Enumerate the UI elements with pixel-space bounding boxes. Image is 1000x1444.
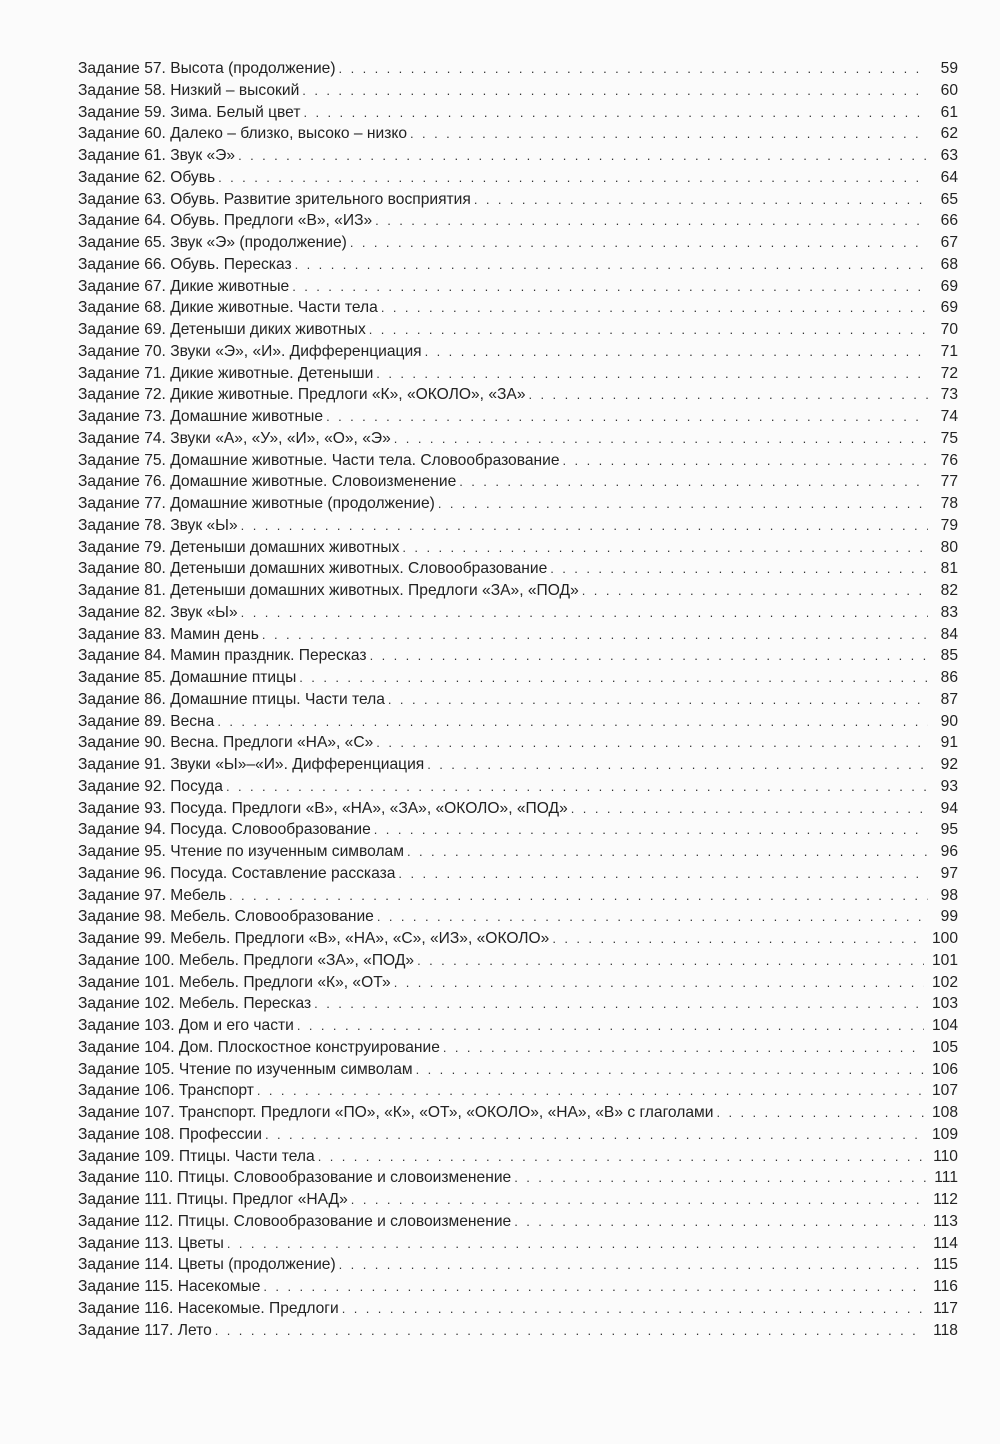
toc-entry-page: 63: [940, 147, 958, 164]
dot-leader: [529, 384, 929, 406]
toc-entry-page: 106: [931, 1060, 958, 1078]
dot-leader: [257, 1080, 924, 1102]
toc-entry-page: 71: [940, 342, 958, 360]
toc-entry: [78, 798, 958, 820]
dot-leader: [326, 406, 928, 428]
toc-entry-title: Задание 78. Звук «Ы»: [78, 516, 238, 534]
toc-entry-title: Задание 93. Посуда. Предлоги «В», «НА», «ЗА», «ОКОЛО», «ПОД»: [78, 799, 568, 817]
toc-entry-title: Задание 100. Мебель. Предлоги «ЗА», «ПОД»: [78, 951, 415, 969]
dot-leader: [369, 319, 928, 341]
toc-entry-page: 83: [940, 603, 958, 621]
toc-entry-title: Задание 117. Лето: [78, 1321, 212, 1339]
toc-entry-title: Задание 110. Птицы. Словообразование и словоизменение: [78, 1169, 512, 1187]
toc-entry-title: Задание 106. Транспорт: [78, 1082, 254, 1100]
toc-entry: [78, 689, 958, 711]
toc-entry-title: Задание 92. Посуда: [78, 777, 223, 795]
toc-entry: [78, 297, 958, 319]
toc-entry: [78, 123, 958, 145]
toc-entry: [78, 493, 958, 515]
toc-entry: [78, 1102, 958, 1124]
toc-entry-page: 59: [940, 60, 958, 77]
dot-leader: [238, 145, 928, 167]
toc-entry-title: Задание 58. Низкий – высокий: [78, 81, 300, 99]
dot-leader: [427, 754, 928, 776]
toc-entry: [78, 711, 958, 733]
toc-entry-page: 80: [940, 538, 958, 556]
toc-entry-page: 90: [940, 712, 958, 730]
toc-entry: [78, 819, 958, 841]
toc-entry-page: 102: [931, 973, 958, 991]
toc-entry-title: Задание 105. Чтение по изученным символам: [78, 1060, 413, 1078]
toc-entry-title: Задание 89. Весна: [78, 712, 215, 730]
toc-entry: [78, 754, 958, 776]
toc-entry-page: 79: [940, 516, 958, 534]
toc-entry-page: 93: [940, 777, 958, 795]
toc-entry-title: Задание 67. Дикие животные: [78, 277, 290, 295]
toc-entry-page: 84: [940, 625, 958, 643]
toc-entry-page: 87: [940, 690, 958, 708]
toc-entry: [78, 537, 958, 559]
toc-entry-page: 77: [940, 473, 958, 491]
toc-entry-title: Задание 108. Профессии: [78, 1125, 262, 1143]
toc-entry-title: Задание 91. Звуки «Ы»–«И». Дифференциация: [78, 756, 425, 773]
toc-entry: [78, 1211, 958, 1233]
toc-entry-page: 94: [940, 799, 958, 817]
dot-leader: [299, 667, 928, 689]
dot-leader: [339, 1254, 925, 1276]
toc-entry-page: 95: [940, 821, 958, 839]
toc-entry-title: Задание 73. Домашние животные: [78, 408, 324, 425]
toc-entry-title: Задание 99. Мебель. Предлоги «В», «НА», «С», «ИЗ», «ОКОЛО»: [78, 930, 550, 947]
toc-entry-title: Задание 97. Мебель: [78, 886, 226, 904]
toc-entry-title: Задание 109. Птицы. Части тела: [78, 1147, 315, 1165]
toc-entry-title: Задание 66. Обувь. Пересказ: [78, 255, 292, 273]
dot-leader: [474, 189, 928, 211]
toc-entry: [78, 645, 958, 667]
toc-entry-page: 101: [931, 951, 958, 969]
dot-leader: [402, 537, 928, 559]
toc-entry-page: 76: [940, 451, 958, 469]
toc-entry-page: 70: [940, 321, 958, 338]
dot-leader: [292, 276, 928, 298]
toc-entry-title: Задание 95. Чтение по изученным символам: [78, 843, 404, 860]
toc-entry-page: 73: [940, 386, 958, 404]
toc-entry-page: 105: [931, 1038, 958, 1056]
toc-entry-page: 69: [940, 299, 958, 317]
dot-leader: [263, 1276, 925, 1298]
dot-leader: [218, 167, 928, 189]
toc-entry-title: Задание 57. Высота (продолжение): [78, 60, 336, 77]
toc-entry-page: 115: [933, 1256, 958, 1274]
dot-leader: [582, 580, 928, 602]
dot-leader: [459, 471, 928, 493]
toc-entry-page: 100: [931, 930, 958, 947]
toc-entry-page: 74: [940, 408, 958, 425]
toc-entry-page: 108: [931, 1104, 958, 1121]
toc-entry-page: 103: [931, 995, 958, 1013]
toc-entry-title: Задание 102. Мебель. Пересказ: [78, 995, 312, 1013]
dot-leader: [410, 123, 928, 145]
toc-entry-page: 67: [940, 234, 958, 251]
dot-leader: [375, 210, 928, 232]
toc-entry: [78, 428, 958, 450]
dot-leader: [716, 1102, 924, 1124]
toc-entry: [78, 863, 958, 885]
dot-leader: [295, 254, 928, 276]
toc-entry: [78, 406, 958, 428]
toc-entry-title: Задание 86. Домашние птицы. Части тела: [78, 690, 385, 708]
toc-entry-page: 75: [940, 429, 958, 447]
toc-entry-title: Задание 76. Домашние животные. Словоизменение: [78, 473, 457, 491]
toc-entry-page: 118: [933, 1321, 958, 1339]
toc-entry-title: Задание 75. Домашние животные. Части тела. Словообразование: [78, 451, 560, 469]
toc-entry-page: 82: [940, 582, 958, 599]
toc-entry: [78, 928, 958, 950]
toc-entry: [78, 1059, 958, 1081]
toc-entry-title: Задание 101. Мебель. Предлоги «К», «ОТ»: [78, 973, 391, 991]
toc-entry-page: 64: [940, 168, 958, 186]
toc-entry-title: Задание 116. Насекомые. Предлоги: [78, 1299, 339, 1317]
toc-entry-title: Задание 85. Домашние птицы: [78, 669, 297, 686]
toc-entry-page: 65: [940, 190, 958, 208]
dot-leader: [394, 972, 924, 994]
toc-entry-page: 60: [940, 81, 958, 99]
dot-leader: [514, 1167, 926, 1189]
toc-entry-page: 97: [940, 864, 958, 882]
dot-leader: [563, 450, 928, 472]
toc-entry: [78, 58, 958, 80]
toc-entry: [78, 885, 958, 907]
dot-leader: [241, 515, 928, 537]
toc-entry-page: 104: [931, 1017, 958, 1034]
toc-entry-page: 110: [933, 1147, 958, 1165]
toc-entry-page: 92: [940, 756, 958, 773]
toc-entry-title: Задание 98. Мебель. Словообразование: [78, 908, 374, 926]
toc-entry-title: Задание 71. Дикие животные. Детеныши: [78, 364, 374, 382]
toc-entry-title: Задание 83. Мамин день: [78, 625, 259, 643]
toc-entry-title: Задание 68. Дикие животные. Части тела: [78, 299, 378, 317]
dot-leader: [227, 1233, 925, 1255]
dot-leader: [217, 711, 928, 733]
toc-entry-title: Задание 72. Дикие животные. Предлоги «К», «ОКОЛО», «ЗА»: [78, 386, 526, 404]
toc-entry: [78, 1080, 958, 1102]
toc-entry-title: Задание 79. Детеныши домашних животных: [78, 538, 400, 556]
dot-leader: [514, 1211, 925, 1233]
dot-leader: [438, 493, 928, 515]
dot-leader: [425, 341, 928, 363]
toc-entry: [78, 363, 958, 385]
dot-leader: [342, 1298, 925, 1320]
toc-entry: [78, 1167, 958, 1189]
toc-entry-page: 99: [940, 908, 958, 926]
toc-entry-page: 111: [934, 1169, 958, 1187]
toc-entry-page: 98: [940, 886, 958, 904]
toc-entry-title: Задание 63. Обувь. Развитие зрительного восприятия: [78, 190, 471, 208]
toc-entry-page: 61: [940, 103, 958, 121]
toc-entry-title: Задание 80. Детеныши домашних животных. Словообразование: [78, 560, 548, 578]
dot-leader: [318, 1146, 925, 1168]
toc-entry-page: 69: [940, 277, 958, 295]
dot-leader: [370, 645, 928, 667]
dot-leader: [226, 776, 928, 798]
toc-entry-page: 91: [940, 734, 958, 752]
toc-entry: [78, 580, 958, 602]
dot-leader: [377, 906, 928, 928]
toc-entry: [78, 624, 958, 646]
toc-entry: [78, 1189, 958, 1211]
toc-entry: [78, 210, 958, 232]
toc-entry: [78, 232, 958, 254]
toc-entry-title: Задание 77. Домашние животные (продолжение): [78, 495, 435, 512]
dot-leader: [314, 993, 924, 1015]
dot-leader: [339, 58, 928, 80]
toc-entry-page: 117: [933, 1299, 958, 1317]
toc-entry: [78, 80, 958, 102]
dot-leader: [552, 928, 924, 950]
toc-entry: [78, 1146, 958, 1168]
toc-entry-title: Задание 111. Птицы. Предлог «НАД»: [78, 1191, 348, 1208]
toc-entry-title: Задание 69. Детеныши диких животных: [78, 321, 366, 338]
toc-entry-title: Задание 90. Весна. Предлоги «НА», «С»: [78, 734, 374, 752]
dot-leader: [229, 885, 928, 907]
toc-entry-title: Задание 112. Птицы. Словообразование и словоизменение: [78, 1212, 512, 1230]
toc-entry-title: Задание 81. Детеныши домашних животных. Предлоги «ЗА», «ПОД»: [78, 582, 579, 599]
toc-entry: [78, 341, 958, 363]
toc-entry: [78, 972, 958, 994]
toc-entry-page: 85: [940, 647, 958, 665]
dot-leader: [241, 602, 928, 624]
dot-leader: [416, 1059, 924, 1081]
toc-entry: [78, 732, 958, 754]
toc-entry-title: Задание 84. Мамин праздник. Пересказ: [78, 647, 367, 665]
dot-leader: [376, 732, 928, 754]
toc-entry: [78, 145, 958, 167]
toc-entry-page: 112: [933, 1191, 958, 1208]
toc-entry-page: 78: [940, 495, 958, 512]
toc-entry-title: Задание 59. Зима. Белый цвет: [78, 103, 301, 121]
dot-leader: [215, 1320, 925, 1342]
dot-leader: [388, 689, 928, 711]
toc-entry-page: 113: [933, 1212, 958, 1230]
toc-entry-title: Задание 65. Звук «Э» (продолжение): [78, 234, 347, 251]
toc-entry: [78, 993, 958, 1015]
toc-entry: [78, 667, 958, 689]
dot-leader: [302, 80, 928, 102]
toc-entry: [78, 471, 958, 493]
toc-entry: [78, 167, 958, 189]
toc-entry-page: 116: [933, 1278, 958, 1295]
toc-entry: [78, 384, 958, 406]
toc-entry: [78, 102, 958, 124]
dot-leader: [303, 102, 928, 124]
toc-entry-title: Задание 61. Звук «Э»: [78, 147, 236, 164]
toc-entry-page: 109: [931, 1125, 958, 1143]
toc-entry: [78, 1320, 958, 1342]
dot-leader: [297, 1015, 924, 1037]
toc-entry-page: 86: [940, 669, 958, 686]
toc-entry-title: Задание 104. Дом. Плоскостное конструирование: [78, 1038, 440, 1056]
toc-entry-page: 62: [940, 125, 958, 143]
toc-entry-page: 114: [933, 1234, 958, 1252]
dot-leader: [417, 950, 924, 972]
dot-leader: [571, 798, 928, 820]
toc-entry: [78, 950, 958, 972]
dot-leader: [265, 1124, 924, 1146]
toc-entry-title: Задание 115. Насекомые: [78, 1278, 261, 1295]
toc-entry-page: 107: [931, 1082, 958, 1100]
toc-entry: [78, 515, 958, 537]
toc-entry-title: Задание 94. Посуда. Словообразование: [78, 821, 371, 839]
toc-entry: [78, 906, 958, 928]
toc-entry: [78, 450, 958, 472]
toc-entry-page: 66: [940, 212, 958, 230]
toc-entry: [78, 558, 958, 580]
dot-leader: [350, 232, 928, 254]
toc-entry-title: Задание 103. Дом и его части: [78, 1017, 294, 1034]
table-of-contents: [78, 58, 958, 1341]
dot-leader: [394, 428, 928, 450]
toc-entry: [78, 1298, 958, 1320]
toc-entry-page: 96: [940, 843, 958, 860]
dot-leader: [262, 624, 928, 646]
toc-entry-title: Задание 62. Обувь: [78, 168, 216, 186]
toc-entry: [78, 602, 958, 624]
toc-entry-page: 68: [940, 255, 958, 273]
toc-entry: [78, 1233, 958, 1255]
dot-leader: [381, 297, 928, 319]
toc-entry: [78, 276, 958, 298]
dot-leader: [374, 819, 928, 841]
toc-entry: [78, 254, 958, 276]
toc-entry: [78, 1254, 958, 1276]
dot-leader: [376, 363, 928, 385]
toc-entry-title: Задание 74. Звуки «А», «У», «И», «О», «Э»: [78, 429, 391, 447]
toc-entry: [78, 1037, 958, 1059]
toc-entry: [78, 189, 958, 211]
dot-leader: [398, 863, 928, 885]
toc-entry-title: Задание 60. Далеко – близко, высоко – низко: [78, 125, 408, 143]
dot-leader: [443, 1037, 924, 1059]
dot-leader: [351, 1189, 925, 1211]
toc-entry-title: Задание 113. Цветы: [78, 1234, 224, 1252]
toc-entry: [78, 776, 958, 798]
toc-entry-page: 72: [940, 364, 958, 382]
dot-leader: [550, 558, 928, 580]
toc-entry: [78, 1124, 958, 1146]
toc-entry-title: Задание 70. Звуки «Э», «И». Дифференциация: [78, 342, 422, 360]
toc-entry-title: Задание 96. Посуда. Составление рассказа: [78, 864, 396, 882]
toc-entry: [78, 319, 958, 341]
toc-entry: [78, 1276, 958, 1298]
dot-leader: [407, 841, 928, 863]
toc-entry-title: Задание 107. Транспорт. Предлоги «ПО», «К», «ОТ», «ОКОЛО», «НА», «В» с глаголами: [78, 1104, 714, 1121]
toc-entry-page: 81: [940, 560, 958, 578]
toc-entry-title: Задание 82. Звук «Ы»: [78, 603, 238, 621]
toc-entry: [78, 1015, 958, 1037]
toc-entry-title: Задание 64. Обувь. Предлоги «В», «ИЗ»: [78, 212, 373, 230]
toc-entry-title: Задание 114. Цветы (продолжение): [78, 1256, 336, 1274]
toc-entry: [78, 841, 958, 863]
